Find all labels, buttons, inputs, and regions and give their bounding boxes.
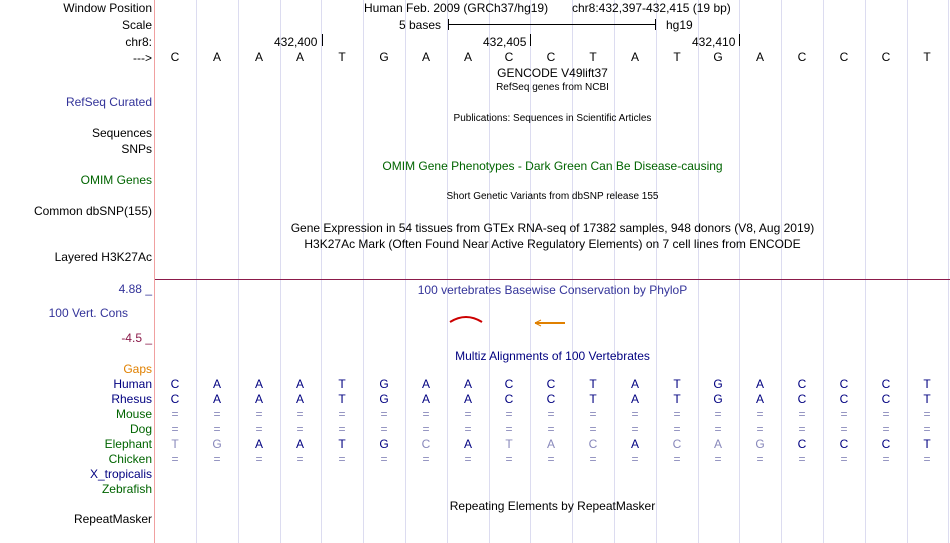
aligned-base: = (714, 422, 722, 436)
coord-label: 432,400 (274, 35, 318, 49)
aligned-base: = (882, 407, 890, 421)
aligned-base: = (255, 422, 263, 436)
species-label-zebrafish[interactable]: Zebrafish (101, 482, 152, 496)
reference-base: T (338, 50, 346, 64)
aligned-base: A (421, 377, 430, 391)
reference-base: G (713, 50, 723, 64)
aligned-base: = (380, 407, 388, 421)
aligned-base: C (421, 437, 431, 451)
aligned-base: = (923, 422, 931, 436)
aligned-base: = (171, 452, 179, 466)
assembly-text: Human Feb. 2009 (GRCh37/hg19) (364, 1, 549, 15)
aligned-base: = (422, 407, 430, 421)
label-omim[interactable]: OMIM Genes (80, 173, 152, 187)
label-dbsnp[interactable]: Common dbSNP(155) (33, 204, 152, 218)
aligned-base: = (673, 452, 681, 466)
species-label-x_tropicalis[interactable]: X_tropicalis (89, 467, 152, 481)
aligned-base: G (379, 437, 389, 451)
label-snps[interactable]: SNPs (121, 142, 152, 156)
aligned-base: A (295, 377, 304, 391)
aligned-base: G (379, 392, 389, 406)
species-label-chicken[interactable]: Chicken (108, 452, 152, 466)
aligned-base: = (547, 422, 555, 436)
reference-base: A (463, 50, 472, 64)
aligned-base: = (673, 407, 681, 421)
aligned-base: C (797, 437, 807, 451)
reference-base: T (589, 50, 597, 64)
label-repeatmasker[interactable]: RepeatMasker (73, 512, 152, 526)
aligned-base: A (546, 437, 555, 451)
reference-base: A (421, 50, 430, 64)
aligned-base: = (464, 407, 472, 421)
gencode-title[interactable]: GENCODE V49lift37 (497, 66, 608, 80)
aligned-base: = (840, 422, 848, 436)
aligned-base: = (380, 422, 388, 436)
aligned-base: = (255, 407, 263, 421)
aligned-base: = (422, 422, 430, 436)
label-cons-max: 4.88 _ (118, 282, 152, 296)
aligned-base: = (547, 407, 555, 421)
species-label-human[interactable]: Human (113, 377, 152, 391)
aligned-base: G (713, 377, 723, 391)
label-chr: chr8: (125, 35, 152, 49)
h3k27ac-baseline (155, 279, 950, 280)
db-text: hg19 (666, 18, 693, 32)
label-window-position: Window Position (63, 1, 152, 15)
aligned-base: A (463, 377, 472, 391)
species-label-dog[interactable]: Dog (129, 422, 152, 436)
aligned-base: = (213, 452, 221, 466)
aligned-base: = (505, 407, 513, 421)
aligned-base: C (504, 392, 514, 406)
aligned-base: T (171, 437, 179, 451)
aligned-base: = (673, 422, 681, 436)
reference-base: C (881, 50, 891, 64)
gtex-title[interactable]: Gene Expression in 54 tissues from GTEx RNA-seq of 17382 samples, 948 donors (V8, Aug 2019) (290, 221, 815, 235)
refseq-title[interactable]: RefSeq genes from NCBI (496, 82, 609, 93)
aligned-base: = (840, 407, 848, 421)
reference-base: C (546, 50, 556, 64)
aligned-base: T (338, 437, 346, 451)
aligned-base: = (338, 452, 346, 466)
position-text: chr8:432,397-432,415 (19 bp) (572, 1, 731, 15)
aligned-base: = (631, 452, 639, 466)
aligned-base: A (421, 392, 430, 406)
aligned-base: A (630, 392, 639, 406)
aligned-base: A (254, 377, 263, 391)
scale-text: 5 bases (399, 18, 442, 32)
aligned-base: = (547, 452, 555, 466)
label-cons-min: -4.5 _ (121, 331, 152, 345)
aligned-base: C (672, 437, 682, 451)
coord-label: 432,410 (692, 35, 736, 49)
aligned-base: = (171, 407, 179, 421)
aligned-base: T (673, 377, 681, 391)
aligned-base: = (296, 422, 304, 436)
aligned-base: = (464, 452, 472, 466)
label-strand-arrow[interactable]: ---> (133, 51, 152, 65)
aligned-base: T (923, 392, 931, 406)
aligned-base: T (505, 437, 513, 451)
aligned-base: T (338, 377, 346, 391)
aligned-base: = (756, 422, 764, 436)
aligned-base: A (713, 437, 722, 451)
aligned-base: = (631, 407, 639, 421)
aligned-base: A (254, 392, 263, 406)
aligned-base: A (212, 377, 221, 391)
aligned-base: C (170, 392, 180, 406)
aligned-base: A (755, 377, 764, 391)
reference-base: C (170, 50, 180, 64)
h3k27ac-title[interactable]: H3K27Ac Mark (Often Found Near Active Regulatory Elements) on 7 cell lines from ENCODE (304, 237, 801, 251)
aligned-base: = (296, 452, 304, 466)
aligned-base: = (631, 422, 639, 436)
aligned-base: A (630, 437, 639, 451)
aligned-base: = (714, 407, 722, 421)
publications-title[interactable]: Publications: Sequences in Scientific Articles (453, 113, 652, 124)
aligned-base: T (338, 392, 346, 406)
aligned-base: A (463, 392, 472, 406)
aligned-base: = (464, 422, 472, 436)
aligned-base: C (797, 377, 807, 391)
reference-base: T (923, 50, 931, 64)
aligned-base: = (338, 422, 346, 436)
aligned-base: T (923, 377, 931, 391)
omim-title[interactable]: OMIM Gene Phenotypes - Dark Green Can Be Disease-causing (382, 159, 723, 173)
species-label-rhesus[interactable]: Rhesus (111, 392, 152, 406)
label-h3k27ac[interactable]: Layered H3K27Ac (54, 250, 152, 264)
label-cons[interactable]: 100 Vert. Cons (48, 306, 128, 320)
reference-base: T (673, 50, 681, 64)
reference-base: A (254, 50, 263, 64)
aligned-base: A (295, 437, 304, 451)
aligned-base: C (881, 377, 891, 391)
aligned-base: = (422, 452, 430, 466)
aligned-base: C (504, 377, 514, 391)
aligned-base: = (756, 452, 764, 466)
aligned-base: G (212, 437, 222, 451)
reference-base: G (379, 50, 389, 64)
aligned-base: C (588, 437, 598, 451)
label-scale: Scale (121, 18, 152, 32)
aligned-base: = (923, 452, 931, 466)
aligned-base: = (380, 452, 388, 466)
aligned-base: = (798, 422, 806, 436)
aligned-base: C (881, 392, 891, 406)
species-label-elephant[interactable]: Elephant (104, 437, 152, 451)
coord-label: 432,405 (483, 35, 527, 49)
aligned-base: = (171, 422, 179, 436)
repeatmasker-title[interactable]: Repeating Elements by RepeatMasker (449, 499, 656, 513)
aligned-base: C (839, 392, 849, 406)
reference-base: C (504, 50, 514, 64)
aligned-base: = (213, 407, 221, 421)
reference-base: A (630, 50, 639, 64)
aligned-base: = (714, 452, 722, 466)
aligned-base: = (589, 452, 597, 466)
scale-bar (448, 24, 656, 25)
aligned-base: G (379, 377, 389, 391)
aligned-base: C (170, 377, 180, 391)
aligned-base: = (589, 407, 597, 421)
reference-base: C (797, 50, 807, 64)
reference-base: A (295, 50, 304, 64)
dbsnp-title[interactable]: Short Genetic Variants from dbSNP release 155 (446, 191, 659, 202)
reference-base: A (755, 50, 764, 64)
species-label-mouse[interactable]: Mouse (115, 407, 152, 421)
label-gaps[interactable]: Gaps (123, 362, 152, 376)
phylop-peak-red (448, 314, 484, 324)
multiz-title[interactable]: Multiz Alignments of 100 Vertebrates (455, 349, 650, 363)
aligned-base: = (505, 452, 513, 466)
aligned-base: C (839, 437, 849, 451)
aligned-base: = (798, 452, 806, 466)
phylop-peak-orange (533, 319, 567, 327)
aligned-base: T (673, 392, 681, 406)
reference-base: A (212, 50, 221, 64)
coord-tick (322, 34, 323, 46)
aligned-base: = (589, 422, 597, 436)
coord-tick (530, 34, 531, 46)
coord-tick (739, 34, 740, 46)
aligned-base: = (882, 452, 890, 466)
aligned-base: A (463, 437, 472, 451)
aligned-base: = (338, 407, 346, 421)
label-sequences[interactable]: Sequences (91, 126, 152, 140)
aligned-base: T (589, 377, 597, 391)
aligned-base: A (254, 437, 263, 451)
aligned-base: = (213, 422, 221, 436)
aligned-base: = (505, 422, 513, 436)
phylop-title[interactable]: 100 vertebrates Basewise Conservation by PhyloP (417, 283, 688, 297)
aligned-base: C (881, 437, 891, 451)
aligned-base: = (296, 407, 304, 421)
aligned-base: A (295, 392, 304, 406)
aligned-base: T (923, 437, 931, 451)
reference-base: C (839, 50, 849, 64)
aligned-base: C (839, 377, 849, 391)
aligned-base: = (923, 407, 931, 421)
aligned-base: G (713, 392, 723, 406)
aligned-base: = (798, 407, 806, 421)
aligned-base: G (755, 437, 765, 451)
label-refseq[interactable]: RefSeq Curated (65, 95, 152, 109)
aligned-base: A (755, 392, 764, 406)
aligned-base: = (255, 452, 263, 466)
aligned-base: C (546, 377, 556, 391)
aligned-base: C (797, 392, 807, 406)
aligned-base: C (546, 392, 556, 406)
aligned-base: = (840, 452, 848, 466)
aligned-base: = (756, 407, 764, 421)
aligned-base: A (212, 392, 221, 406)
aligned-base: T (589, 392, 597, 406)
aligned-base: = (882, 422, 890, 436)
aligned-base: A (630, 377, 639, 391)
